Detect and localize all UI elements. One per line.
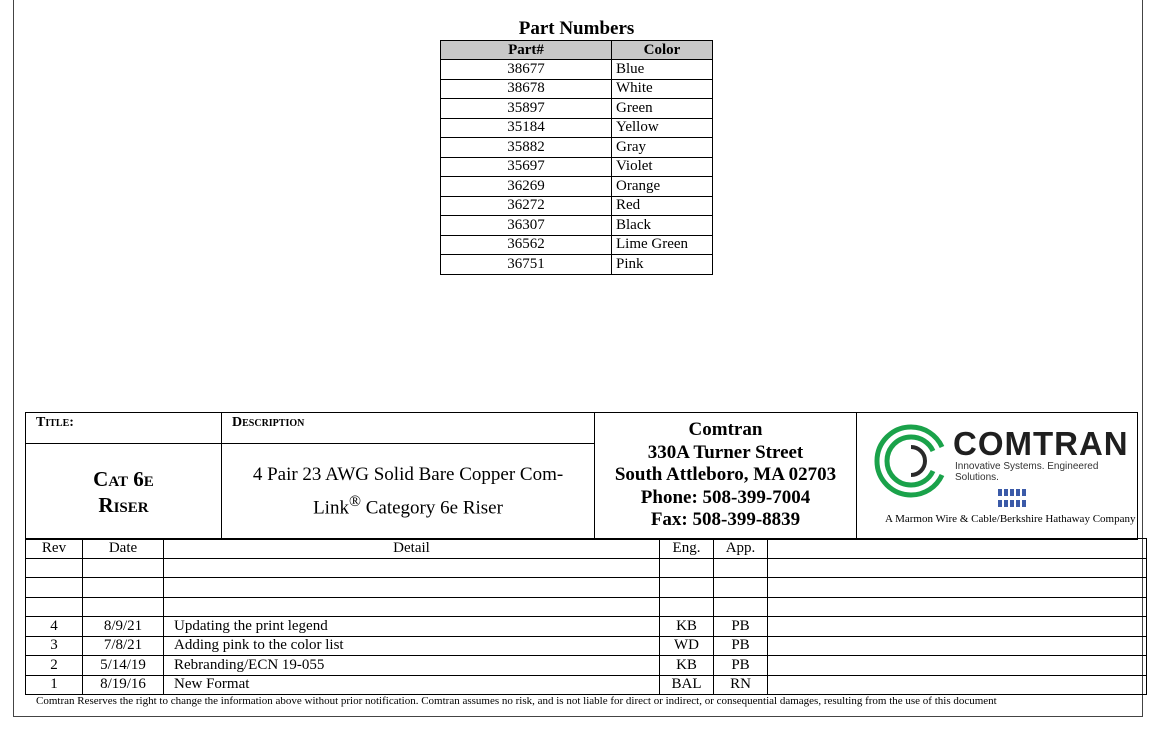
part-number-cell: 36751 — [441, 255, 612, 275]
eng-cell: KB — [660, 617, 714, 637]
color-cell: Blue — [612, 60, 713, 80]
revision-row — [26, 675, 1147, 695]
blank-cell — [164, 578, 660, 598]
title-value — [26, 444, 222, 539]
blank-cell — [768, 675, 1147, 695]
blank-cell — [26, 597, 83, 617]
blank-cell — [714, 578, 768, 598]
title-block — [25, 412, 1138, 540]
part-number-cell: 38677 — [441, 60, 612, 80]
header-blank — [768, 539, 1147, 559]
part-row — [441, 60, 713, 80]
color-cell: Green — [612, 99, 713, 119]
color-cell: Black — [612, 216, 713, 236]
part-number-cell: 35897 — [441, 99, 612, 119]
header-part: Part# — [441, 41, 612, 60]
marmon-logo-icon — [997, 487, 1027, 509]
parent-company: A Marmon Wire & Cable/Berkshire Hathaway Company — [885, 513, 1136, 525]
revision-row — [26, 656, 1147, 676]
part-row — [441, 196, 713, 216]
app-cell: PB — [714, 617, 768, 637]
revision-blank-row — [26, 597, 1147, 617]
rev-cell: 3 — [26, 636, 83, 656]
blank-cell — [768, 578, 1147, 598]
description-line-1: 4 Pair 23 AWG Solid Bare Copper Com- — [252, 464, 564, 486]
part-row — [441, 79, 713, 99]
color-cell: Pink — [612, 255, 713, 275]
part-row — [441, 118, 713, 138]
app-cell: PB — [714, 636, 768, 656]
blank-cell — [83, 558, 164, 578]
header-color: Color — [612, 41, 713, 60]
detail-cell: Rebranding/ECN 19-055 — [164, 656, 660, 676]
blank-cell — [768, 636, 1147, 656]
revision-table — [25, 538, 1147, 695]
company-fax: Fax: 508-399-8839 — [650, 509, 801, 530]
part-number-cell: 36307 — [441, 216, 612, 236]
date-cell: 8/9/21 — [83, 617, 164, 637]
eng-cell: BAL — [660, 675, 714, 695]
company-street: 330A Turner Street — [647, 441, 804, 463]
detail-cell: Updating the print legend — [164, 617, 660, 637]
revision-row — [26, 617, 1147, 637]
blank-cell — [714, 597, 768, 617]
legal-notice: Comtran Reserves the right to change the information above without prior notification. Comtran assumes no risk, and is not liable for direct or indirect, or consequential damages, resulting from the use of this document — [36, 695, 997, 707]
color-cell: White — [612, 79, 713, 99]
title-line-2: Riser — [98, 492, 149, 517]
company-city: South Attleboro, MA 02703 — [614, 464, 837, 485]
color-cell: Gray — [612, 138, 713, 158]
eng-cell: WD — [660, 636, 714, 656]
header-eng: Eng. — [660, 539, 714, 559]
blank-cell — [26, 558, 83, 578]
blank-cell — [83, 597, 164, 617]
revision-header-row — [26, 539, 1147, 559]
header-app: App. — [714, 539, 768, 559]
logo-tagline: Innovative Systems. Engineered Solutions. — [955, 461, 1099, 483]
part-row — [441, 216, 713, 236]
part-numbers-table — [440, 40, 713, 275]
title-line-1: Cat 6e — [93, 466, 154, 491]
logo-wordmark: COMTRAN — [953, 425, 1129, 462]
header-rev: Rev — [26, 539, 83, 559]
color-cell: Yellow — [612, 118, 713, 138]
rev-cell: 4 — [26, 617, 83, 637]
revision-blank-row — [26, 558, 1147, 578]
color-cell: Red — [612, 196, 713, 216]
detail-cell: Adding pink to the color list — [164, 636, 660, 656]
revision-blank-row — [26, 578, 1147, 598]
blank-cell — [768, 558, 1147, 578]
part-number-cell: 35184 — [441, 118, 612, 138]
blank-cell — [768, 597, 1147, 617]
company-name: Comtran — [688, 419, 763, 440]
date-cell: 5/14/19 — [83, 656, 164, 676]
blank-cell — [164, 597, 660, 617]
part-number-cell: 36562 — [441, 235, 612, 255]
app-cell: RN — [714, 675, 768, 695]
blank-cell — [660, 597, 714, 617]
part-number-cell: 36269 — [441, 177, 612, 197]
part-row — [441, 177, 713, 197]
blank-cell — [26, 578, 83, 598]
blank-cell — [83, 578, 164, 598]
part-number-cell: 38678 — [441, 79, 612, 99]
part-number-cell: 35882 — [441, 138, 612, 158]
revision-row — [26, 636, 1147, 656]
rev-cell: 2 — [26, 656, 83, 676]
header-date: Date — [83, 539, 164, 559]
description-label: Description — [222, 413, 595, 444]
blank-cell — [164, 558, 660, 578]
header-detail: Detail — [164, 539, 660, 559]
comtran-logo — [857, 413, 1137, 539]
description-brand: Link — [313, 497, 349, 519]
blank-cell — [768, 617, 1147, 637]
eng-cell: KB — [660, 656, 714, 676]
description-line-2 — [313, 488, 503, 521]
color-cell: Lime Green — [612, 235, 713, 255]
detail-cell: New Format — [164, 675, 660, 695]
title-label: Title: — [26, 413, 222, 444]
blank-cell — [768, 656, 1147, 676]
blank-cell — [714, 558, 768, 578]
part-row — [441, 138, 713, 158]
description-rest: Category 6e Riser — [360, 497, 503, 519]
part-row — [441, 99, 713, 119]
part-row — [441, 157, 713, 177]
part-row — [441, 255, 713, 275]
registered-mark: ® — [348, 493, 361, 511]
rev-cell: 1 — [26, 675, 83, 695]
part-row — [441, 235, 713, 255]
description-value — [222, 444, 595, 539]
part-number-cell: 35697 — [441, 157, 612, 177]
company-phone: Phone: 508-399-7004 — [640, 486, 811, 508]
part-number-cell: 36272 — [441, 196, 612, 216]
blank-cell — [660, 558, 714, 578]
blank-cell — [660, 578, 714, 598]
company-address — [595, 413, 857, 539]
comtran-ring-icon — [871, 421, 951, 501]
date-cell: 8/19/16 — [83, 675, 164, 695]
color-cell: Violet — [612, 157, 713, 177]
color-cell: Orange — [612, 177, 713, 197]
part-numbers-title: Part Numbers — [518, 18, 635, 39]
date-cell: 7/8/21 — [83, 636, 164, 656]
app-cell: PB — [714, 656, 768, 676]
